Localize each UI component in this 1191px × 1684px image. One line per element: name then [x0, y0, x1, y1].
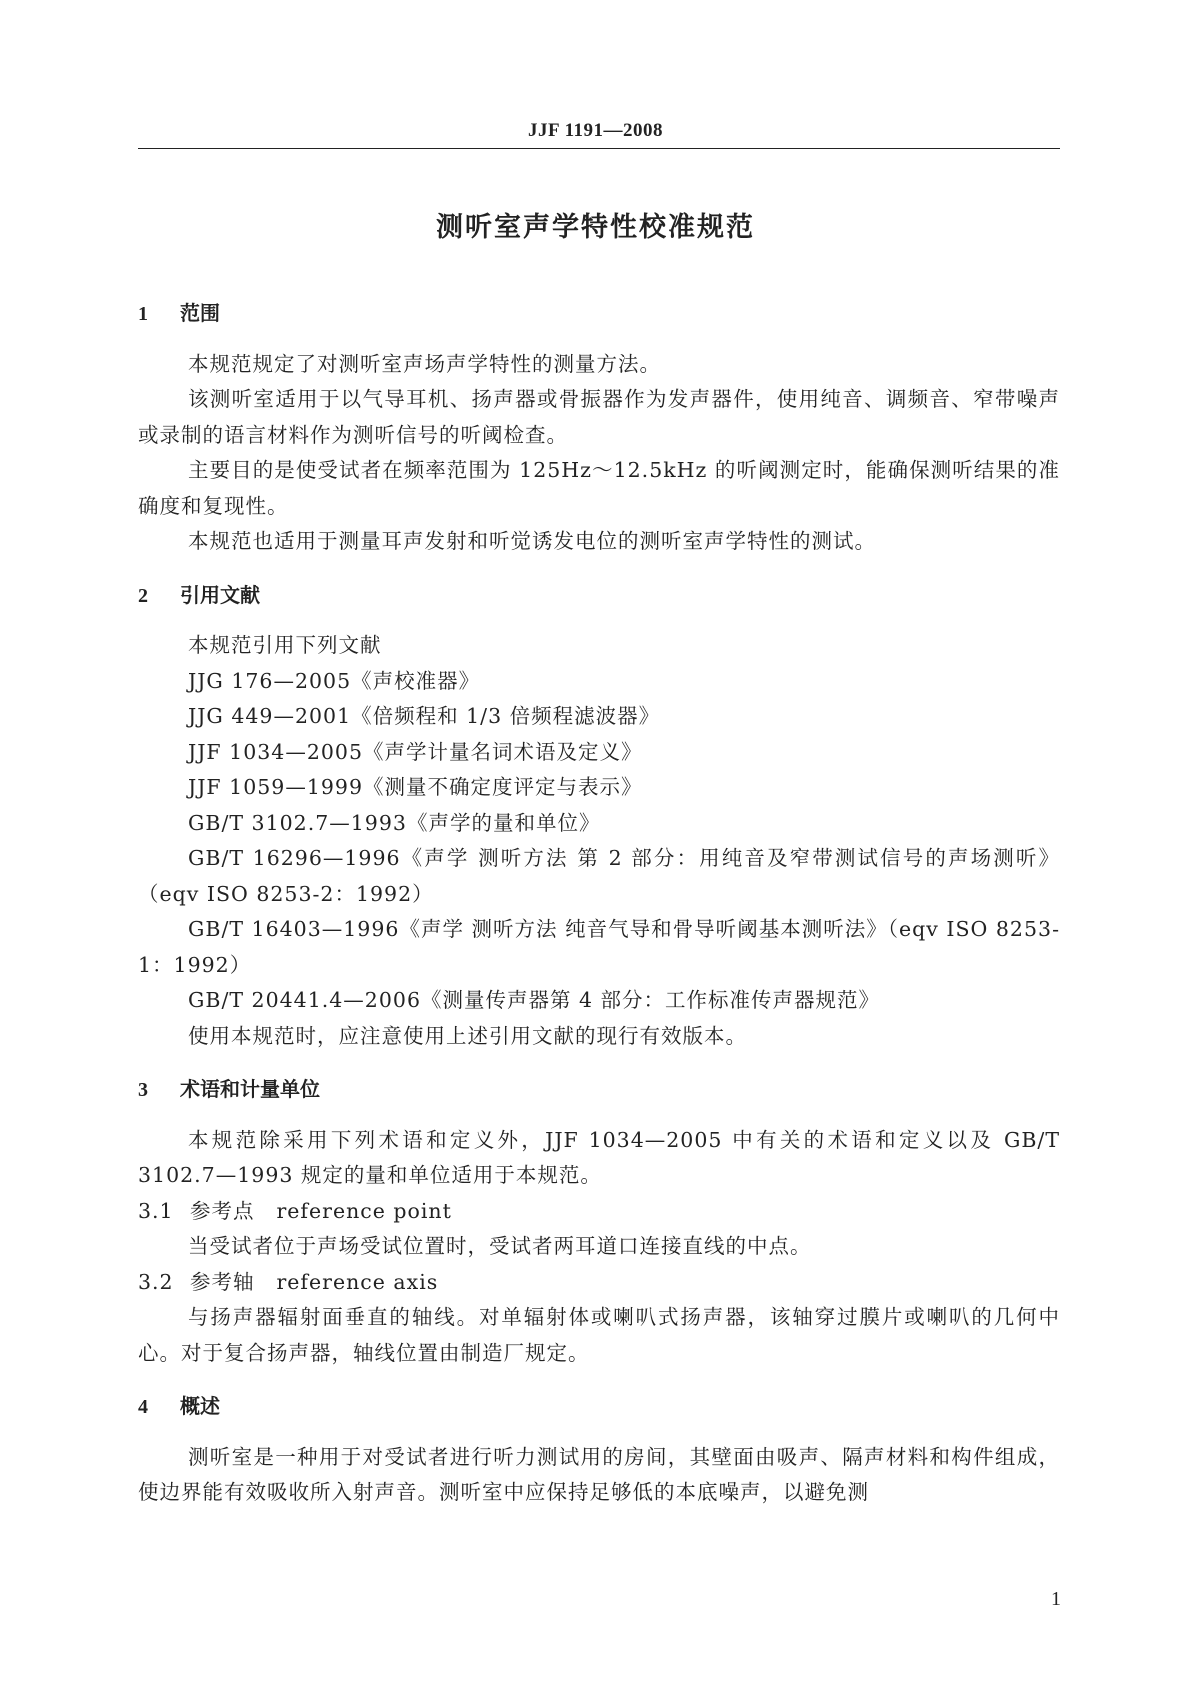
term-definition: 与扬声器辐射面垂直的轴线。对单辐射体或喇叭式扬声器，该轴穿过膜片或喇叭的几何中心。对于复合扬声器，轴线位置由制造厂规定。	[138, 1305, 1060, 1365]
paragraph: 本规范引用下列文献	[188, 633, 382, 657]
page-number: 1	[1051, 1588, 1061, 1610]
standard-code: JJF 1191—2008	[527, 120, 664, 141]
reference-item: GB/T 16403—1996《声学 测听方法 纯音气导和骨导听阈基本测听法》（eqv ISO 8253-1：1992）	[138, 917, 1060, 977]
paragraph: 本规范除采用下列术语和定义外，JJF 1034—2005 中有关的术语和定义以及 GB/T 3102.7—1993 规定的量和单位适用于本规范。	[138, 1127, 1060, 1187]
section-number: 2	[138, 584, 148, 607]
section-heading-overview	[138, 1389, 1060, 1426]
section-heading-references	[138, 578, 1060, 615]
section-number: 1	[138, 303, 148, 325]
term-chinese: 参考点	[190, 1198, 255, 1223]
reference-item: JJG 449—2001《倍频程和 1/3 倍频程滤波器》	[188, 704, 661, 728]
page-title: 测听室声学特性校准规范	[436, 212, 755, 243]
reference-item: JJF 1059—1999《测量不确定度评定与表示》	[188, 775, 643, 799]
reference-item: GB/T 16296—1996《声学 测听方法 第 2 部分：用纯音及窄带测试信号的声场测听》（eqv ISO 8253-2：1992）	[138, 846, 1060, 906]
paragraph: 本规范也适用于测量耳声发射和听觉诱发电位的测听室声学特性的测试。	[188, 529, 876, 553]
header-rule	[138, 148, 1060, 149]
reference-item: GB/T 3102.7—1993《声学的量和单位》	[188, 810, 601, 835]
term-definition: 当受试者位于声场受试位置时，受试者两耳道口连接直线的中点。	[188, 1234, 812, 1258]
reference-item: GB/T 20441.4—2006《测量传声器第 4 部分：工作标准传声器规范》	[188, 988, 881, 1012]
section-title: 范围	[180, 301, 220, 325]
paragraph: 主要目的是使受试者在频率范围为 125Hz～12.5kHz 的听阈测定时，能确保测听结果的准确度和复现性。	[138, 458, 1060, 518]
paragraph: 使用本规范时，应注意使用上述引用文献的现行有效版本。	[188, 1023, 747, 1048]
term-number: 3.1	[138, 1198, 174, 1223]
section-heading-scope	[138, 296, 1060, 333]
paragraph: 本规范规定了对测听室声场声学特性的测量方法。	[188, 351, 661, 376]
term-heading	[138, 1194, 1060, 1230]
term-english: reference axis	[276, 1269, 439, 1294]
paragraph: 该测听室适用于以气导耳机、扬声器或骨振器作为发声器件，使用纯音、调频音、窄带噪声或录制的语言材料作为测听信号的听阈检查。	[138, 387, 1060, 447]
term-english: reference point	[276, 1198, 452, 1223]
document-body	[138, 296, 1060, 1511]
section-number: 4	[138, 1396, 148, 1418]
section-number: 3	[138, 1079, 148, 1101]
section-title: 引用文献	[180, 582, 260, 607]
reference-item: JJG 176—2005《声校准器》	[188, 668, 481, 693]
section-title: 概述	[180, 1394, 220, 1418]
term-chinese: 参考轴	[190, 1269, 255, 1294]
term-heading	[138, 1265, 1060, 1301]
section-heading-terms	[138, 1072, 1060, 1109]
paragraph: 测听室是一种用于对受试者进行听力测试用的房间，其壁面由吸声、隔声材料和构件组成，使边界能有效吸收所入射声音。测听室中应保持足够低的本底噪声，以避免测	[138, 1444, 1060, 1504]
section-title: 术语和计量单位	[180, 1077, 320, 1101]
reference-item: JJF 1034—2005《声学计量名词术语及定义》	[188, 739, 643, 764]
term-number: 3.2	[138, 1269, 174, 1294]
